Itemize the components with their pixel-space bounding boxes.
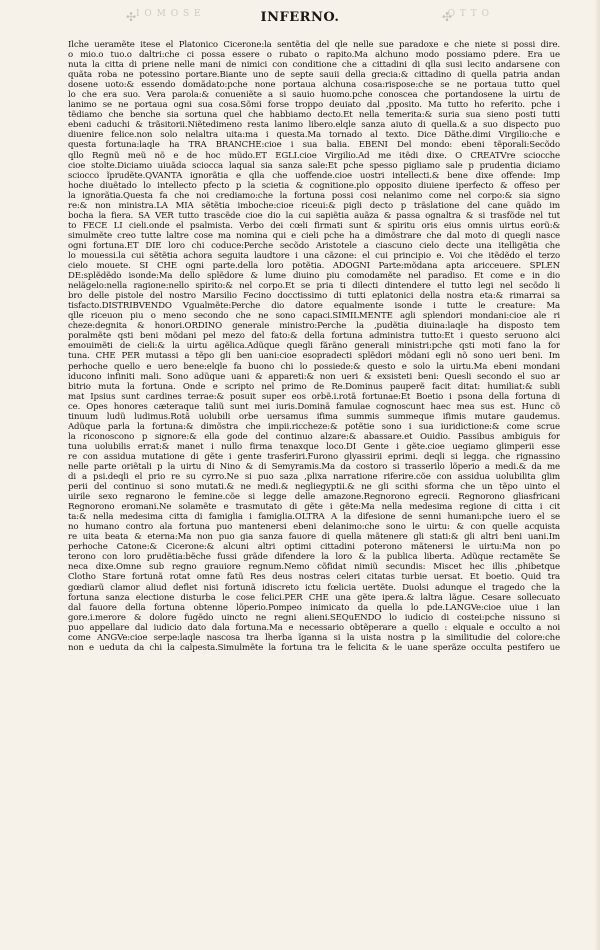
text-line: Regnorono eromani.Ne solamẽte e trasmutato di gẽte i gẽte:Ma nella medesima regione di citta i cit (68, 502, 560, 513)
text-line: re:& non ministra.LA MIA sẽtẽtia imboche:cioe riceui:& pigli decto p trãslatione del cane quãdo im (68, 200, 560, 211)
text-line: non e ueduta da chi la calpesta.Simulmẽte la fortuna tra le felicita & le uane sperãze occulta pestifero ue (68, 642, 560, 653)
text-line: fortuna sanza electione disturba le cose felici.PER CHE una gẽte ipera.& laltra lãgue. Cesare sollecuato (68, 592, 560, 603)
text-line: diuenire felice.non solo nelaltra uita:ma i questa.Ma tornado al texto. Dice Dãthe.dimi Virgilio:che e (68, 130, 560, 141)
text-line: poralmẽte qsti beni mõdani pel mezo del fato:& della fortuna administra tutto:Et i questo seruono alci (68, 331, 560, 342)
text-line: nelãgelo:nella ragione:nello spirito:& nel corpo.Et se pria ti dilecti dintendere el tutto legi nel secõdo li (68, 281, 560, 292)
text-line: tisfacto.DISTRIBVENDO Vgualmẽte:Perche dio datore equalmente isonde i tutte le creature: Ma (68, 301, 560, 312)
text-line: ogni fortuna.ET DIE loro chi coduce:Perche secõdo Aristotele a ciascuno cielo decte una itelligẽtia che (68, 240, 560, 251)
text-line: ce. Opes honores cæteraque taliũ sunt mei iuris.Dominã famulae cognoscunt haec mea sus est. Hunc cõ (68, 401, 560, 412)
text-line: re uita beata & eterna:Ma non puo gia sanza fauore di quella mãtenere gli stati:& gli altri beni uani.Im (68, 532, 560, 543)
text-line: bro delle pistole del nostro Marsilio Fecino docctissimo di tutti eplatonici della nostra eta:& rimarrai sa (68, 291, 560, 302)
text-line: tuna uolubilis errat:& manet i nullo firma tenaxque loco.DI Gente i gẽte.cioe uegiamo glimperii esse (68, 441, 560, 452)
text-line: lo che era suo. Vera parola:& conueniẽte a si sauio huomo.pche conoscea che portandosene la uirtu de (68, 90, 560, 101)
text-line: come ANGVe:cioe serpe:laqle nascosa tra lherba ĩganna si la uista nostra p la similitudie del colore:che (68, 632, 560, 643)
text-line: lo mouessi.la cui sẽtẽtia achora seguita laudtore i una cãzone: el cui principio e. Voi che itẽdẽdo el terzo (68, 250, 560, 261)
text-line: lanimo se ne portaua ogni sua cosa.Sõmi forse troppo deuiato dal ,pposito. Ma tutto ho referito. pche i (68, 100, 560, 111)
text-line: puo appellare dal iudicio dato dala fortuna.Ma e necessario obtẽperare a quello : elquale e occulto a noi (68, 622, 560, 633)
text-line: cheze:degnita & honori.ORDINO generale ministro:Perche la ,pudẽtia diuina:laqle ha disposto tem (68, 321, 560, 332)
text-line: qlle riceuon piu o meno secondo che ne sono capaci.SIMILMENTE agli splendori mondani:cioe ale ri (68, 311, 560, 322)
text-line: Ilche ueramẽte itese el Platonico Cicerone:la sentẽtia del qle nelle sue paradoxe e che niete si possi dire. (68, 40, 560, 50)
text-line: Adũque parla la fortuna:& dimõstra che impii.riccheze:& potẽtie sono i sua iuridictione:& come scrue (68, 421, 560, 432)
fleuron-icon: ✣ (442, 10, 453, 24)
text-line: emouimẽti de cieli:& la uirtu agẽlica.Adũque quegli fărãno generali ministri:pche qsti moti fano la for (68, 341, 560, 352)
text-line: gore.i.merore & dolore fugẽdo uincto ne regni alieni.SEQuENDO lo iudicio di costei:pche nissuno si (68, 612, 560, 623)
text-line: perii del continuo si sono mutati.& ne medi.& negliegyptii.& ne gli scithi sforma che un tẽpo uinto el (68, 482, 560, 493)
text-line: perhoche quello e uero bene:elqle fa buono chi lo possiede:& questo e solo la uirtu.Ma ebeni mondani (68, 361, 560, 372)
text-line: cioe stolte.Diciamo uiuãda sciocca laqual sia sanza sale:Et pche spesso pigliamo sale p prudentia diciamo (68, 160, 560, 171)
text-line: no humano contro ala fortuna puo mantenersi ebeni delanimo:che sono le uirtu: & con quelle acquista (68, 522, 560, 533)
text-line: gœdiarũ clamor aliud deflet nisi fortunã idiscreto ictu fœlicia uertẽte. Duolsi adunque el tragedo che la (68, 582, 560, 593)
running-head (136, 6, 490, 30)
text-line: la riconoscono p signore:& ella gode del continuo alzare:& abassare.et Ouidio. Passibus ambiguis for (68, 431, 560, 442)
text-line: mat Ipsius sunt cardines terrae:& posuit super eos orbẽ.i.rotã fortunae:Et Boetio i psona della fortuna di (68, 391, 560, 402)
text-line: cielo mouete. SI CHE ogni parte.della loro potẽtia. ADOGNI Parte:mõdana apta aricceuere. SPLEN (68, 261, 560, 272)
text-line: tẽdiamo che benche sia sortuna quel che habbiamo decto.Et nella temerita:& suria sua sieno posti tutti (68, 110, 560, 121)
text-line: bocha la fiera. SA VER tutto trascẽde cioe dio la cui sapiẽtia auãza & passa ognaltra & si trasfõde nel tut (68, 210, 560, 221)
text-line: quãta roba ne potessino portare.Biante uno de septe sauii della grecia:& cittadino di quella patria andan (68, 70, 560, 81)
show-through-text: O T T O (447, 9, 490, 19)
text-line: ebeni caduchi & trãsitorii.Niẽtedimeno resta lanimo libero.elqle sanza aiuto di quella.& a suo dispecto puo (68, 120, 560, 131)
commentary-text-block (68, 40, 560, 653)
text-line: iducono infiniti mali. Sono adũque uani & appareti:& non ueri & exsisteti beni: Quesli secondo el suo ar (68, 371, 560, 382)
text-line: Clotho Stare fortunã rotat omne fatũ Res deus nostras celeri citatas turbie uersat. Et boetio. Quid tra (68, 572, 560, 583)
text-line: o mio.o tuo.o daltri:che ci possa essere o rubato o rapito.Ma alchuno modo possiamo pdere. Era ue (68, 50, 560, 61)
show-through-text: I O M O S E (136, 9, 202, 19)
text-line: tinuum ludũ ludimus.Rotã uolubili orbe uersamus ifima summis summeque ifimis mutare gaudemus. (68, 411, 560, 422)
text-line: di a psi.deqli el prio re su cyrro.Ne si puo saza ,plixa narratione riferire.cõe con assidua uolubilita glim (68, 472, 560, 483)
text-line: neca dixe.Omne sub regno grauiore regnum.Nemo cõfidat nimiũ secundis: Miscet hec illis ,phibetque (68, 562, 560, 573)
text-line: simulmẽte creo tutte laltre cose ma nomina qui e cieli pche ha a dimõstrare che dal moto di quegli nasce (68, 230, 560, 241)
text-line: ta:& nella medesima citta di famiglia i famiglia.OLTRA A la difesione de senni humani:pche iuero el se (68, 512, 560, 523)
text-line: DE:splẽdẽdo isonde:Ma dello splẽdore & lume diuino piu comodamẽte nel paradiso. Et come e in dio (68, 271, 560, 282)
text-line: qllo Regnũ meũ nõ e de hoc mũdo.ET EGLI.cioe Virgilio.Ad me itẽdi dixe. O CREATVre sciocche (68, 150, 560, 161)
text-line: to FECE LI cieli.onde el psalmista. Verbo dei cœli firmati sunt & spiritu oris eius omnis uirtus eorũ:& (68, 220, 560, 231)
text-line: la ignorãtia.Questa fa che noi crediamo:che la fortuna possi cosi nelanimo come nel corpo:& sia signo (68, 190, 560, 201)
text-line: terono con loro prudẽtia:bẽche fussi grãde difendere la loro & la publica liberta. Adũque rectamẽte Se (68, 552, 560, 563)
text-line: tuna. CHE PER mutassi a tẽpo gli ben uani:cioe esopradecti splẽdori mõdani egli nõ sono ueri beni. Im (68, 351, 560, 362)
fleuron-icon: ✣ (126, 10, 137, 24)
text-line: re con assidua mutatione di gẽte i gente trasferiri.Furono glyassirii eprimi. deqli si legga. che rignassino (68, 451, 560, 462)
text-line: bitrio muta la fortuna. Onde e scripto nel primo de Re.Dominus pauperẽ facit ditat: humiliat:& subli (68, 381, 560, 392)
page-title: INFERNO. (260, 10, 340, 25)
text-line: perhoche Catone:& Cicerone:& alcuni altri optimi cittadini poterono mãtenersi le uirtu:Ma non po (68, 542, 560, 553)
text-line: nelle parte oriẽtali p la uirtu di Nino & di Semyramis.Ma da costoro si trasserilo lõperio a medi.& da me (68, 461, 560, 472)
text-line: uirile sexo regnarono le femine.cõe si legge delle amazone.Regnorono egrecii. Regnorono gliasfricani (68, 492, 560, 503)
text-line: nuta la citta di priene nelle mani de nimici con conditione che a cittadini di qlla susi lecito andarsene con (68, 60, 560, 71)
text-line: dosene uoto:& essendo domãdato:pche none portaua alchuna cosa:rispose:che se ne portaua tutto quel (68, 80, 560, 91)
page-edge (594, 0, 600, 950)
text-line: dal fauore della fortuna obtenne lõperio.Pompeo inimicato da quella lo pde.LANGVe:cioe uiue i lan (68, 602, 560, 613)
text-line: sciocco ĩprudẽte.QVANTA ignorãtia e qlla che uoffende.cioe uostri intellecti.& bene dixe offende: Imp (68, 170, 560, 181)
text-line: questa fortuna:laqle ha TRA BRANCHE:cioe i sua balia. EBENI Del mondo: ebeni tẽporali:Secõdo (68, 140, 560, 151)
text-line: hoche diuẽtado lo intellecto pfecto p la scietia & cognitione.plo opposito diuiene iperfecto & offeso per (68, 180, 560, 191)
